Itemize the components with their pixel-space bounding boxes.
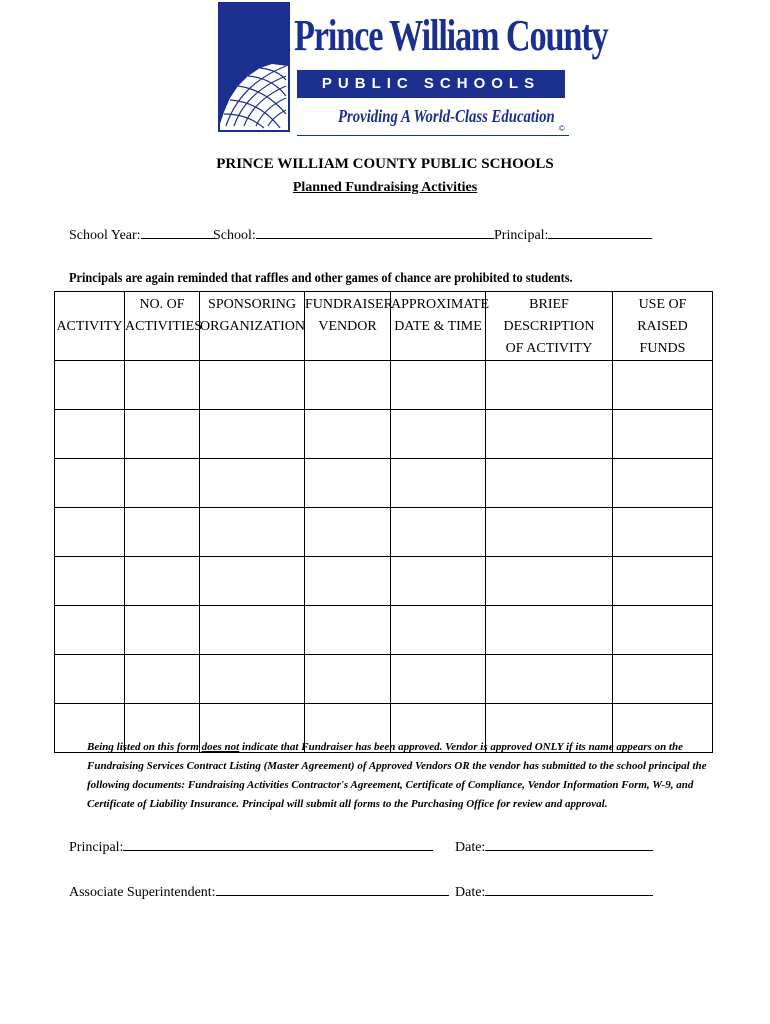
raffle-notice: Principals are again reminded that raffles and other games of chance are prohibited to students. — [69, 271, 573, 286]
column-header-line: BRIEF DESCRIPTION — [503, 297, 595, 334]
table-cell[interactable] — [125, 557, 200, 606]
table-cell[interactable] — [391, 508, 486, 557]
column-header-line: DATE & TIME — [394, 319, 482, 334]
column-header-line: USE OF RAISED — [637, 297, 688, 334]
table-cell[interactable] — [305, 410, 391, 459]
table-cell[interactable] — [486, 606, 613, 655]
table-cell[interactable] — [200, 606, 305, 655]
table-cell[interactable] — [305, 557, 391, 606]
column-header — [613, 292, 713, 361]
assoc-superintendent-blank[interactable] — [216, 881, 449, 896]
table-row — [55, 557, 713, 606]
note-part2: indicate that Fundraiser has been approved. Vendor is approved ONLY if its name appears on the Fundraising Services Contract Listing (Master Agreement) of Approved Vendors OR the vendor has submitted to the school principal the following documents: Fundraising Activities Contractor's Agreement, Certificate of Compliance, Vendor Information Form, W-9, and Certificate of Liability Insurance. Principal will submit all forms to the Purchasing Office for review and approval. — [87, 741, 707, 810]
table-cell[interactable] — [391, 410, 486, 459]
column-header — [55, 292, 125, 361]
table-cell[interactable] — [486, 410, 613, 459]
table-row — [55, 508, 713, 557]
table-cell[interactable] — [125, 655, 200, 704]
table-cell[interactable] — [55, 459, 125, 508]
column-header — [125, 292, 200, 361]
table-cell[interactable] — [200, 655, 305, 704]
table-cell[interactable] — [125, 361, 200, 410]
logo-title: Prince William County — [294, 11, 608, 60]
table-cell[interactable] — [613, 606, 713, 655]
column-header-line: ORGANIZATION — [200, 319, 305, 334]
org-title: PRINCE WILLIAM COUNTY PUBLIC SCHOOLS — [216, 156, 554, 172]
table-cell[interactable] — [391, 606, 486, 655]
date-blank-2[interactable] — [485, 881, 653, 896]
table-cell[interactable] — [613, 410, 713, 459]
column-header-line: OF ACTIVITY — [505, 341, 593, 356]
table-cell[interactable] — [125, 410, 200, 459]
table-row — [55, 361, 713, 410]
table-row — [55, 655, 713, 704]
note-part1: Being listed on this form — [87, 741, 202, 753]
logo-tagline: Providing A World-Class Education — [338, 106, 555, 126]
assoc-superintendent-field — [69, 881, 449, 901]
column-header-line: FUNDRAISER — [305, 297, 393, 312]
table-cell[interactable] — [613, 508, 713, 557]
pwcs-logo — [218, 2, 608, 136]
date-label-2: Date: — [455, 885, 486, 900]
date-label-1: Date: — [455, 840, 486, 855]
column-header-line: ACTIVITY — [56, 319, 123, 334]
table-cell[interactable] — [486, 655, 613, 704]
table-cell[interactable] — [200, 459, 305, 508]
school-year-blank[interactable] — [141, 224, 217, 239]
table-cell[interactable] — [486, 508, 613, 557]
note-emphasis: does not — [201, 741, 240, 753]
table-cell[interactable] — [305, 508, 391, 557]
logo-rule — [297, 135, 569, 136]
table-cell[interactable] — [55, 361, 125, 410]
column-header — [391, 292, 490, 361]
table-row — [55, 606, 713, 655]
form-title: Planned Fundraising Activities — [292, 180, 478, 195]
table-cell[interactable] — [391, 655, 486, 704]
table-cell[interactable] — [55, 655, 125, 704]
date-blank-1[interactable] — [485, 836, 653, 851]
fundraising-table — [54, 291, 713, 753]
column-header-line: FUNDS — [639, 341, 686, 356]
copyright-mark: © — [559, 124, 565, 133]
column-header-line: APPROXIMATE — [391, 297, 490, 312]
table-body — [55, 361, 713, 753]
date-field-2 — [455, 881, 653, 901]
table-cell[interactable] — [391, 557, 486, 606]
table-cell[interactable] — [125, 606, 200, 655]
table-cell[interactable] — [305, 459, 391, 508]
table-cell[interactable] — [486, 459, 613, 508]
principal-signature-label: Principal: — [69, 840, 124, 855]
table-cell[interactable] — [391, 459, 486, 508]
column-header-line: NO. OF — [139, 297, 185, 312]
school-blank[interactable] — [256, 224, 494, 239]
table-cell[interactable] — [200, 410, 305, 459]
column-header-line: VENDOR — [318, 319, 377, 334]
column-header-line: SPONSORING — [208, 297, 296, 312]
table-cell[interactable] — [200, 557, 305, 606]
table-cell[interactable] — [200, 361, 305, 410]
school-label: School: — [213, 228, 256, 243]
table-row — [55, 410, 713, 459]
principal-signature-blank[interactable] — [123, 836, 433, 851]
table-cell[interactable] — [55, 606, 125, 655]
table-cell[interactable] — [55, 410, 125, 459]
principal-signature-field — [69, 836, 433, 856]
column-header — [486, 292, 613, 361]
table-cell[interactable] — [613, 655, 713, 704]
table-cell[interactable] — [125, 508, 200, 557]
table-cell[interactable] — [55, 508, 125, 557]
table-cell[interactable] — [486, 557, 613, 606]
table-cell[interactable] — [305, 361, 391, 410]
approval-note — [87, 738, 707, 814]
school-year-field — [69, 224, 217, 244]
table-cell[interactable] — [613, 459, 713, 508]
principal-field — [494, 224, 652, 244]
globe-logo-icon — [218, 2, 290, 132]
column-header-line: ACTIVITIES — [125, 319, 202, 334]
school-field — [213, 224, 494, 244]
table-row — [55, 459, 713, 508]
table-cell[interactable] — [486, 361, 613, 410]
table-cell[interactable] — [55, 557, 125, 606]
column-header — [200, 292, 305, 361]
assoc-superintendent-label: Associate Superintendent: — [69, 885, 216, 900]
table-header-row — [55, 292, 713, 361]
table-cell[interactable] — [200, 508, 305, 557]
date-field-1 — [455, 836, 653, 856]
table-cell[interactable] — [613, 557, 713, 606]
table-cell[interactable] — [305, 606, 391, 655]
principal-blank[interactable] — [548, 224, 652, 239]
table-cell[interactable] — [305, 655, 391, 704]
column-header — [305, 292, 391, 361]
logo-band: PUBLIC SCHOOLS — [297, 70, 565, 98]
table-cell[interactable] — [391, 361, 486, 410]
table-cell[interactable] — [125, 459, 200, 508]
table-cell[interactable] — [613, 361, 713, 410]
principal-label: Principal: — [494, 228, 549, 243]
school-year-label: School Year: — [69, 228, 141, 243]
